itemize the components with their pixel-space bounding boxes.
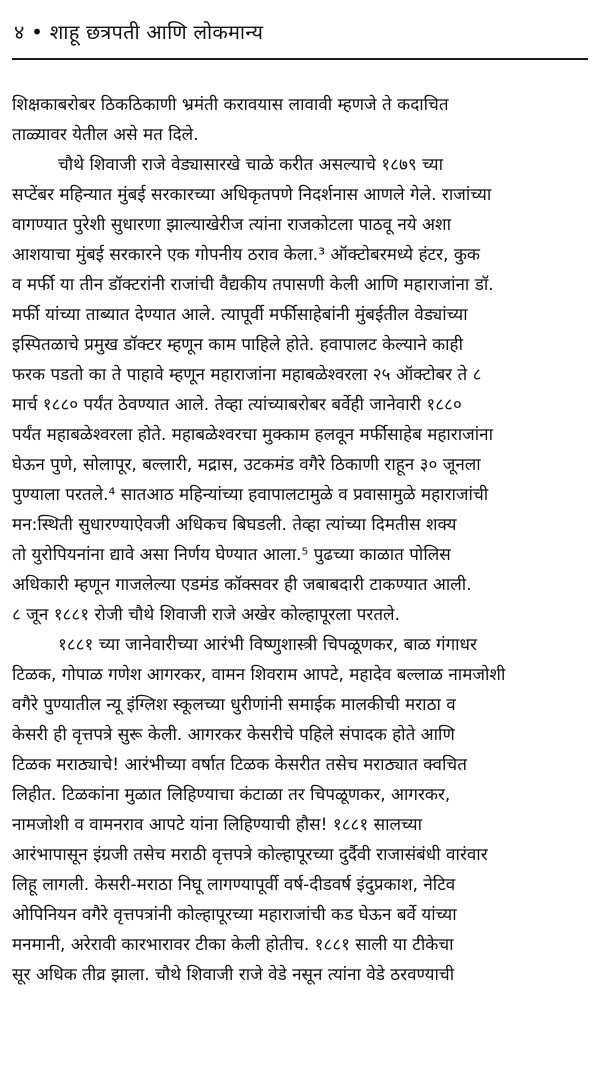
text-line: आशयाचा मुंबई सरकारने एक गोपनीय ठराव केला.³ ऑक्टोबरमध्ये हंटर, कुक xyxy=(12,245,480,265)
text-line: ओपिनियन वगैरे वृत्तपत्रांनी कोल्हापूरच्या महाराजांची कड घेऊन बर्वे यांच्या xyxy=(12,905,457,925)
text-line: सूर अधिक तीव्र झाला. चौथे शिवाजी राजे वेडे नसून त्यांना वेडे ठरवण्याची xyxy=(12,965,455,985)
text-line: मनमानी, अरेरावी कारभारावर टीका केली होतीच. १८८१ साली या टीकेचा xyxy=(12,935,454,955)
text-line: सप्टेंबर महिन्यात मुंबई सरकारच्या अधिकृतपणे निदर्शनास आणले गेले. राजांच्या xyxy=(12,185,492,205)
text-line: नामजोशी व वामनराव आपटे यांना लिहिण्याची हौस! १८८१ सालच्या xyxy=(12,815,423,835)
text-line: टिळक, गोपाळ गणेश आगरकर, वामन शिवराम आपटे, महादेव बल्लाळ नामजोशी xyxy=(12,665,506,685)
text-line: मर्फी यांच्या ताब्यात देण्यात आले. त्यापूर्वी मर्फीसाहेबांनी मुंबईतील वेड्यांच्या xyxy=(12,305,468,325)
text-line: फरक पडतो का ते पाहावे म्हणून महाराजांना महाबळेश्वरला २५ ऑक्टोबर ते ८ xyxy=(12,365,482,385)
text-line: पुण्याला परतले.⁴ सातआठ महिन्यांच्या हवापालटामुळे व प्रवासामुळे महाराजांची xyxy=(12,485,489,505)
header-divider xyxy=(12,58,588,60)
text-line: शिक्षकाबरोबर ठिकठिकाणी भ्रमंती करावयास लावावी म्हणजे ते कदाचित xyxy=(12,95,449,115)
text-line: मन:स्थिती सुधारण्याऐवजी अधिकच बिघडली. तेव्हा त्यांच्या दिमतीस शक्य xyxy=(12,515,457,535)
text-line: पर्यंत महाबळेश्वरला होते. महाबळेश्वरचा मुक्काम हलवून मर्फीसाहेब महाराजांना xyxy=(12,425,493,445)
running-header: ४ • शाहू छत्रपती आणि लोकमान्य xyxy=(14,20,264,44)
text-line: टिळक मराठ्याचे! आरंभीच्या वर्षात टिळक केसरीत तसेच मराठ्यात क्वचित xyxy=(12,755,467,775)
text-line: केसरी ही वृत्तपत्रे सुरू केली. आगरकर केसरीचे पहिले संपादक होते आणि xyxy=(12,725,455,745)
text-line: अधिकारी म्हणून गाजलेल्या एडमंड कॉक्सवर ही जबाबदारी टाकण्यात आली. xyxy=(12,575,472,595)
text-line: इस्पितळाचे प्रमुख डॉक्टर म्हणून काम पाहिले होते. हवापालट केल्याने काही xyxy=(12,335,463,355)
text-line: तो युरोपियनांना द्यावे असा निर्णय घेण्यात आला.⁵ पुढच्या काळात पोलिस xyxy=(12,545,451,565)
text-line: आरंभापासून इंग्रजी तसेच मराठी वृत्तपत्रे कोल्हापूरच्या दुर्दैवी राजासंबंधी वारंवार xyxy=(12,845,488,865)
text-line: मार्च १८८० पर्यंत ठेवण्यात आले. तेव्हा त्यांच्याबरोबर बर्वेही जानेवारी १८८० xyxy=(12,395,462,415)
text-line: घेऊन पुणे, सोलापूर, बल्लारी, मद्रास, उटकमंड वगैरे ठिकाणी राहून ३० जूनला xyxy=(12,455,481,475)
paragraph-start-line: १८८१ च्या जानेवारीच्या आरंभी विष्णुशास्त्री चिपळूणकर, बाळ गंगाधर xyxy=(58,635,477,655)
text-line: व मर्फी या तीन डॉक्टरांनी राजांची वैद्यकीय तपासणी केली आणि महाराजांना डॉ. xyxy=(12,275,494,295)
paragraph-start-line: चौथे शिवाजी राजे वेड्यासारखे चाळे करीत असल्याचे १८७९ च्या xyxy=(58,155,444,175)
text-line: ८ जून १८८१ रोजी चौथे शिवाजी राजे अखेर कोल्हापूरला परतले. xyxy=(12,605,400,625)
text-line: वगैरे पुण्यातील न्यू इंग्लिश स्कूलच्या धुरीणांनी समाईक मालकीची मराठा व xyxy=(12,695,456,715)
page-body xyxy=(12,90,588,990)
text-line: लिहीत. टिळकांना मुळात लिहिण्याचा कंटाळा तर चिपळूणकर, आगरकर, xyxy=(12,785,451,805)
text-line: ताळ्यावर येतील असे मत दिले. xyxy=(12,125,199,145)
text-line: वागण्यात पुरेशी सुधारणा झाल्याखेरीज त्यांना राजकोटला पाठवू नये अशा xyxy=(12,215,452,235)
text-line: लिहू लागली. केसरी-मराठा निघू लागण्यापूर्वी वर्ष-दीडवर्ष इंदुप्रकाश, नेटिव xyxy=(12,875,456,895)
